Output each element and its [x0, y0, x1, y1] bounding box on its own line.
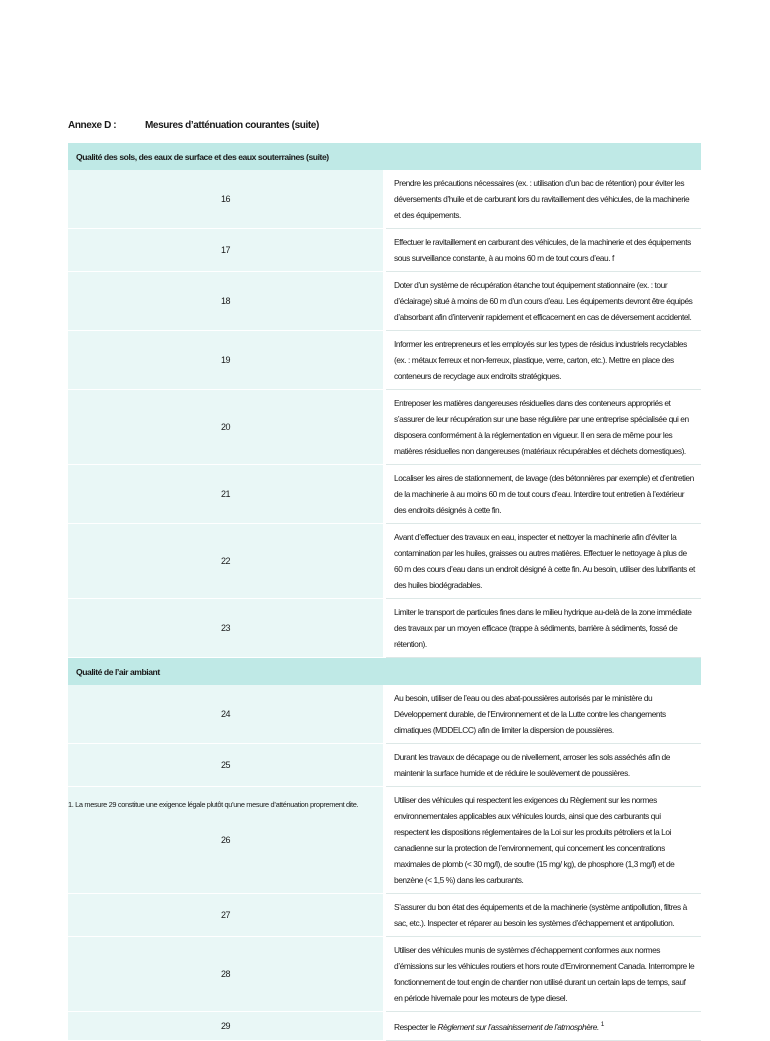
footnote-reference: 1	[600, 1021, 604, 1028]
section-header-row	[68, 143, 701, 170]
measure-number: 21	[68, 465, 385, 524]
annex-header	[68, 120, 319, 131]
annex-label: Annexe D :	[68, 120, 117, 131]
measure-number: 25	[68, 744, 385, 787]
measure-text: Prendre les précautions nécessaires (ex. : utilisation d’un bac de rétention) pour éviter les déversements d’huile et de carburant lors du ravitaillement des véhicules, de la machinerie et des équipements.	[385, 170, 702, 229]
measure-text	[385, 1012, 702, 1041]
section-header-row	[68, 658, 701, 686]
table-row	[68, 524, 701, 599]
measure-number: 29	[68, 1012, 385, 1041]
section-title-air: Qualité de l’air ambiant	[68, 658, 701, 686]
measure-number: 20	[68, 390, 385, 465]
table-row	[68, 465, 701, 524]
measure-text: Entreposer les matières dangereuses résiduelles dans des conteneurs appropriés et s’assurer de leur récupération sur une base régulière par une entreprise spécialisée qui en disposera conformément à la réglementation en vigueur. Il en sera de même pour les matières résiduelles non dangereuses (matériaux récupérables et déchets domestiques).	[385, 390, 702, 465]
table-row	[68, 170, 701, 229]
measure-number: 19	[68, 331, 385, 390]
table-row	[68, 331, 701, 390]
regulation-title: Règlement sur l’assainissement de l’atmosphère.	[437, 1021, 599, 1032]
measure-number: 24	[68, 685, 385, 744]
measure-text: Doter d’un système de récupération étanche tout équipement stationnaire (ex. : tour d’éclairage) situé à moins de 60 m d’un cours d’eau. Les équipements devront être équipés d’absorbant afin d’intervenir rapidement et efficacement en cas de déversement accidentel.	[385, 272, 702, 331]
table-row	[68, 599, 701, 658]
measure-text: Au besoin, utiliser de l’eau ou des abat-poussières autorisés par le ministère du Développement durable, de l’Environnement et de la Lutte contre les changements climatiques (MDDELCC) afin de limiter la dispersion de poussières.	[385, 685, 702, 744]
table-row	[68, 744, 701, 787]
table-row	[68, 390, 701, 465]
measure-number: 28	[68, 937, 385, 1012]
table-row	[68, 1012, 701, 1041]
measure-number: 18	[68, 272, 385, 331]
annex-title: Mesures d’atténuation courantes (suite)	[145, 120, 319, 131]
measure-text: Limiter le transport de particules fines dans le milieu hydrique au-delà de la zone immédiate des travaux par un moyen efficace (trappe à sédiments, barrière à sédiments, fossé de rétention).	[385, 599, 702, 658]
measure-text: Utiliser des véhicules munis de systèmes d’échappement conformes aux normes d’émissions sur les véhicules routiers et hors route d’Environnement Canada. Interrompre le fonctionnement de tout engin de chantier non utilisé durant un certain laps de temps, sauf en période hivernale pour les moteurs de type diesel.	[385, 937, 702, 1012]
mitigation-table	[68, 143, 701, 1041]
measure-text-prefix: Respecter le	[394, 1021, 438, 1032]
table-row	[68, 894, 701, 937]
section-title-soils: Qualité des sols, des eaux de surface et des eaux souterraines (suite)	[68, 143, 701, 170]
measure-text: Avant d’effectuer des travaux en eau, inspecter et nettoyer la machinerie afin d’éviter la contamination par les huiles, graisses ou autres matières. Effectuer le nettoyage à plus de 60 m des cours d’eau dans un endroit désigné à cette fin. Au besoin, utiliser des lubrifiants et des huiles biodégradables.	[385, 524, 702, 599]
measure-number: 22	[68, 524, 385, 599]
measure-text: Informer les entrepreneurs et les employés sur les types de résidus industriels recyclables (ex. : métaux ferreux et non-ferreux, plastique, verre, carton, etc.). Mettre en place des conteneurs de recyclage aux endroits stratégiques.	[385, 331, 702, 390]
measure-number: 27	[68, 894, 385, 937]
measure-text: S’assurer du bon état des équipements et de la machinerie (système antipollution, filtres à sac, etc.). Inspecter et réparer au besoin les systèmes d’échappement et antipollution.	[385, 894, 702, 937]
measure-text: Utiliser des véhicules qui respectent les exigences du Règlement sur les normes environnementales applicables aux véhicules lourds, ainsi que des carburants qui respectent les dispositions réglementaires de la Loi sur les produits pétroliers et la Loi canadienne sur la protection de l’environnement, qui concernent les concentrations maximales de plomb (< 30 mg/l), de soufre (15 mg/ kg), de phosphore (1,3 mg/l) et de benzène (< 1,5 %) dans les carburants.	[385, 787, 702, 894]
footnote: 1. La mesure 29 constitue une exigence légale plutôt qu’une mesure d’atténuation proprement dite.	[68, 800, 359, 809]
measure-number: 17	[68, 229, 385, 272]
table-row	[68, 272, 701, 331]
measure-text: Durant les travaux de décapage ou de nivellement, arroser les sols asséchés afin de maintenir la surface humide et de réduire le soulèvement de poussières.	[385, 744, 702, 787]
measure-text: Localiser les aires de stationnement, de lavage (des bétonnières par exemple) et d’entretien de la machinerie à au moins 60 m de tout cours d’eau. Interdire tout entretien à l’extérieur des endroits désignés à cette fin.	[385, 465, 702, 524]
measure-number: 26	[68, 787, 385, 894]
table-row	[68, 937, 701, 1012]
measure-text: Effectuer le ravitaillement en carburant des véhicules, de la machinerie et des équipements sous surveillance constante, à au moins 60 m de tout cours d’eau. f	[385, 229, 702, 272]
table-row	[68, 685, 701, 744]
measure-number: 16	[68, 170, 385, 229]
table-row	[68, 229, 701, 272]
measure-number: 23	[68, 599, 385, 658]
